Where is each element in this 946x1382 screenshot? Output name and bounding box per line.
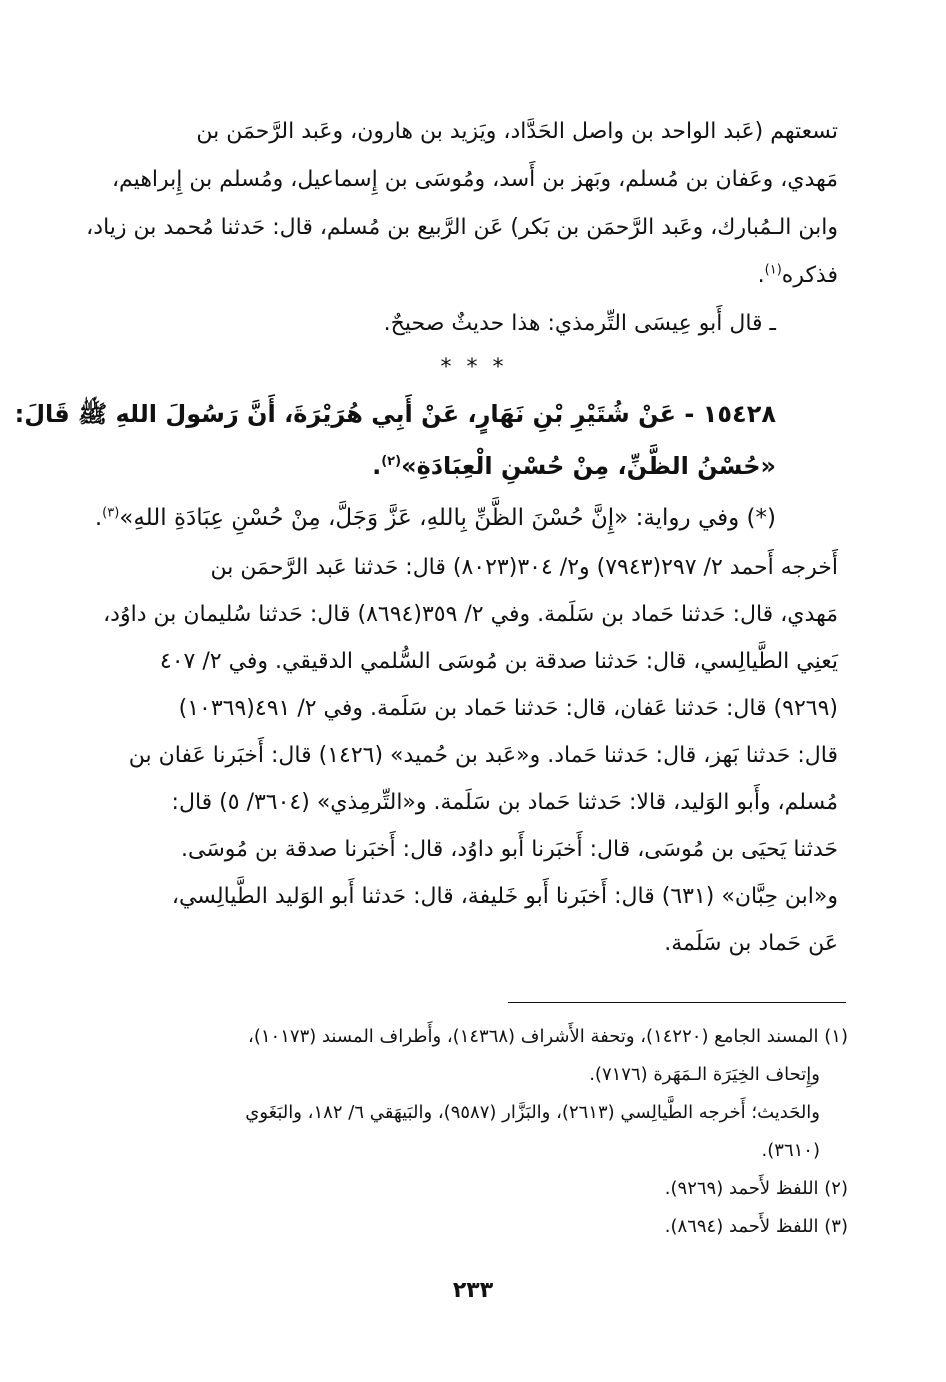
footnote-1-line-1: (١) المسند الجامع (١٤٢٢٠)، وتحفة الأَشراف (١٤٣٦٨)، وأَطراف المسند (١٠١٧٣)، [248, 1026, 848, 1047]
takhrij-line-6: مُسلم، وأَبو الوَليد، قالا: حَدثنا حَماد بن سَلَمة. و«التِّرمِذي» (٣٦٠٤/ ٥) قال: [171, 790, 838, 815]
takhrij-line-7: حَدثنا يَحيَى بن مُوسَى، قال: أَخبَرنا أَبو داوُد، قال: أَخبَرنا صدقة بن مُوسَى. [181, 837, 838, 862]
takhrij-line-2: مَهدي، قال: حَدثنا حَماد بن سَلَمة. وفي ٢/ ٣٥٩(٨٦٩٤) قال: حَدثنا سُليمان بن داوُد، [103, 602, 838, 627]
body-line-2: مَهدي، وعَفان بن مُسلم، وبَهز بن أَسد، ومُوسَى بن إِسماعيل، ومُسلم بن إِبراهيم، [111, 167, 838, 192]
takhrij-line-8: و«ابن حِبَّان» (٦٣١) قال: أَخبَرنا أَبو خَليفة، قال: حَدثنا أَبو الوَليد الطَّيالِسي، [171, 884, 838, 909]
footnote-ref-3: (٣) [102, 505, 120, 521]
tirmidhi-note: ـ قال أَبو عِيسَى التِّرمذي: هذا حديثٌ صحيحٌ. [383, 311, 776, 336]
takhrij-line-3: يَعنِي الطَّيالِسي، قال: حَدثنا صدقة بن مُوسَى السُّلمي الدقيقي. وفي ٢/ ٤٠٧ [159, 649, 838, 674]
footnote-2: (٢) اللفظ لأَحمد (٩٢٦٩). [664, 1178, 848, 1199]
takhrij-line-4: (٩٢٦٩) قال: حَدثنا عَفان، قال: حَدثنا حَماد بن سَلَمة. وفي ٢/ ٤٩١(١٠٣٦٩) [178, 696, 838, 721]
body-line-4: فذكره$^{(١)}$. [757, 262, 838, 288]
page-number: ٢٣٣ [452, 1278, 494, 1303]
hadith-line-1: ١٥٤٢٨ - عَنْ شُتَيْرِ بْنِ نَهَارٍ، عَنْ أَبِي هُرَيْرَةَ، أَنَّ رَسُولَ اللهِ ﷺ قَالَ: [14, 400, 776, 428]
footnote-1-line-3: والحَديث؛ أَخرجه الطَّيالِسي (٢٦١٣)، والبَزَّار (٩٥٨٧)، والبَيهَقي ٦/ ١٨٢، والبَغَوي [245, 1102, 820, 1123]
narration-end: . [94, 505, 103, 531]
hadith-line-2 [110, 440, 838, 492]
narration-text: (*) وفي رواية: «إِنَّ حُسْنَ الظَّنِّ بِاللهِ، عَزَّ وَجَلَّ، مِنْ حُسْنِ عِبَادَةِ اللهِ» [119, 505, 776, 531]
body-line-3: وابن الـمُبارك، وعَبد الرَّحمَن بن بَكر) عَن الرَّبيع بن مُسلم، قال: حَدثنا مُحمد بن زياد، [86, 215, 838, 240]
footnote-ref-1: (١) [764, 262, 782, 278]
section-separator: * * * [440, 355, 508, 380]
footnotes [108, 1018, 848, 1246]
hadith-line-2-text: «حُسْنُ الظَّنِّ، مِنْ حُسْنِ الْعِبَادَةِ» [401, 452, 776, 480]
main-text [14, 108, 838, 967]
takhrij-line-1: أَخرجه أَحمد ٢/ ٢٩٧(٧٩٤٣) و٢/ ٣٠٤(٨٠٢٣) قال: حَدثنا عَبد الرَّحمَن بن [210, 555, 838, 580]
footnote-divider [508, 1002, 846, 1003]
body-line-4-text: فذكره [781, 263, 838, 288]
takhrij-line-5: قال: حَدثنا بَهز، قال: حَدثنا حَماد. و«عَبد بن حُميد» (١٤٢٦) قال: أَخبَرنا عَفان بن [128, 743, 838, 768]
footnote-1-line-4: (٣٦١٠). [761, 1140, 820, 1161]
narration-line [94, 492, 838, 544]
takhrij-line-9: عَن حَماد بن سَلَمة. [664, 931, 838, 956]
footnote-ref-2: (٢) [381, 454, 402, 469]
footnote-1-line-2: وإِتحاف الخِيَرَة الـمَهَرة (٧١٧٦). [589, 1064, 820, 1085]
body-line-1: تسعتهم (عَبد الواحد بن واصل الحَدَّاد، ويَزيد بن هارون، وعَبد الرَّحمَن بن [196, 119, 838, 144]
hadith-line-2-end: . [372, 452, 382, 480]
footnote-3: (٣) اللفظ لأَحمد (٨٦٩٤). [664, 1216, 848, 1237]
